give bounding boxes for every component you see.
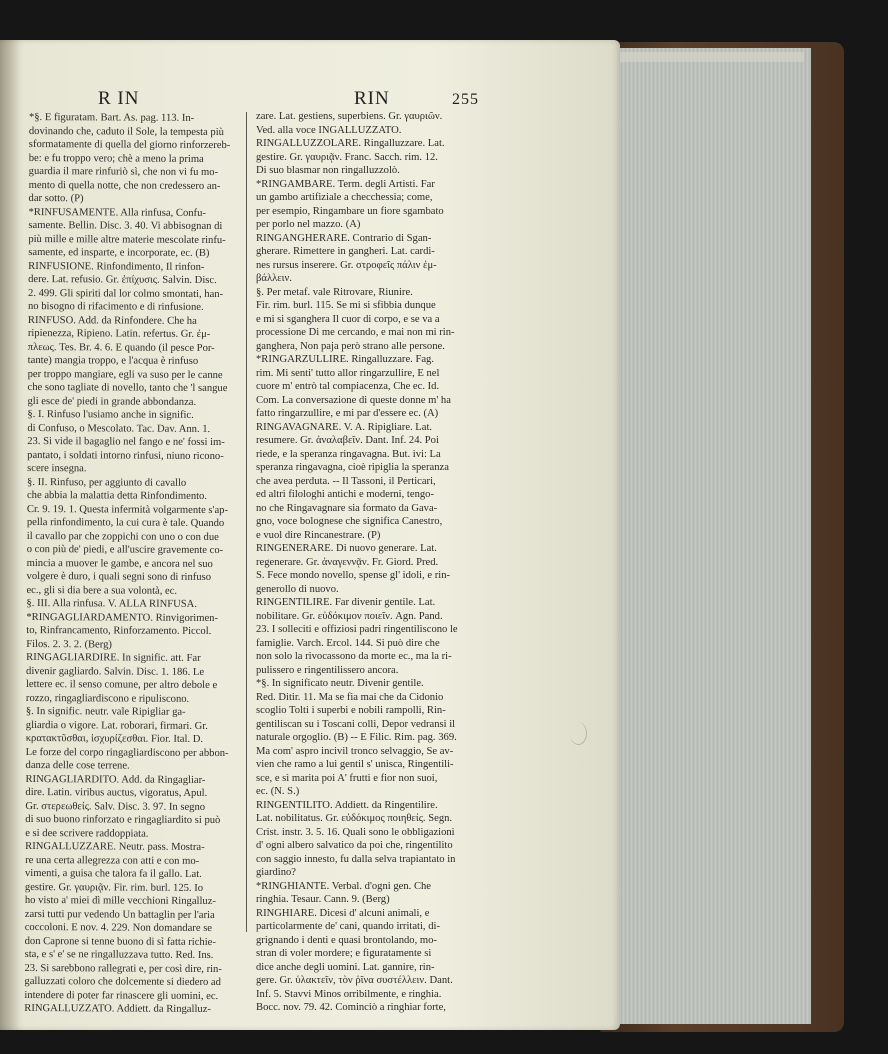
text-line: galluzzati coloro che dolcemente si diedero ad xyxy=(24,975,221,989)
text-line: per troppo mangiare, egli va suso per le canne xyxy=(27,368,223,381)
text-line: Le forze del corpo ringagliardiscono per abbon- xyxy=(25,746,229,759)
text-line: no bisogno di rifacimento e di rinfusione. xyxy=(27,300,204,313)
text-line: di Confuso, o Mescolato. Tac. Dav. Ann. 1. xyxy=(27,422,211,435)
page-edges xyxy=(604,48,811,1024)
text-line: e si dee scrivere raddoppiata. xyxy=(25,827,149,840)
text-line: Cr. 9. 19. 1. Questa infermità volgarmente s'ap- xyxy=(26,503,229,516)
column-divider xyxy=(246,112,247,932)
text-line: *§. In significato neutr. Divenir gentile. xyxy=(256,678,424,689)
text-line: RINGALLUZZOLARE. Ringalluzzare. Lat. xyxy=(256,138,445,149)
text-line: RINGANGHERARE. Contrario di Sgan- xyxy=(256,232,432,244)
text-line: pulissero e ringentilissero ancora. xyxy=(256,664,399,676)
text-line: rozzo, ringagliardiscono e ripuliscono. xyxy=(25,692,190,705)
text-line: *§. E figuratam. Bart. As. pag. 113. In- xyxy=(28,111,195,124)
text-line: don Caprone si tenne buono di sì fatta richie- xyxy=(24,935,216,948)
text-line: nes rursus inserere. Gr. στροφεῖς πάλιν ἐμ- xyxy=(256,259,437,271)
text-line: e vuol dire Rincanestrare. (P) xyxy=(256,529,381,541)
text-line: dire. Latin. viribus auctus, vigoratus, Apul. xyxy=(25,786,208,799)
text-line: di suo buono rinforzato e ringagliardito si può xyxy=(25,813,221,827)
text-line: processione Di me cercando, e mai non mi rin- xyxy=(256,327,455,338)
text-line: che abbia la malattia detta Rinfondimento. xyxy=(26,489,208,502)
text-line: per porlo nel mazzo. (A) xyxy=(256,219,361,230)
text-line: RINGALLUZZATO. Addiett. da Ringalluz- xyxy=(24,1002,211,1015)
text-line: §. Per metaf. vale Ritrovare, Riunire. xyxy=(256,286,413,298)
text-line: divenir gagliardo. Salvin. Disc. 1. 186. Le xyxy=(26,665,205,678)
text-line: volgere è duro, i quali segni sono di rinfuso xyxy=(26,570,212,583)
text-line: Bocc. nov. 79. 42. Cominciò a ringhiar forte, xyxy=(256,1002,446,1013)
text-line: riede, e la speranza ringavagna. But. ivi: La xyxy=(256,448,441,460)
text-line: S. Fece mondo novello, spense gl' idoli, e rin- xyxy=(256,570,451,581)
text-line: samente, ed insparte, e incorporate, ec. (B) xyxy=(28,246,210,259)
text-line: Ved. alla voce INGALLUZZATO. xyxy=(256,124,402,136)
text-line: scoglio Tolti i superbi e nobili rampolli, Rin- xyxy=(256,705,446,716)
text-line: 23. Si vide il bagaglio nel fango e ne' fossi im- xyxy=(27,435,225,449)
text-line: che avea perduta. -- Il Tassoni, il Perticari, xyxy=(256,475,436,487)
text-line: naturale orgoglio. (B) -- E Filic. Rim. pag. 369. xyxy=(256,732,457,743)
text-line: RINGENERARE. Di nuovo generare. Lat. xyxy=(256,543,437,554)
text-line: pantato, i soldati intorno rinfusi, niuno ricono- xyxy=(27,449,224,462)
page-number: 255 xyxy=(452,91,479,108)
text-line: e mi si sganghera Il cuor di corpo, e se va a xyxy=(256,313,440,325)
text-line: RINGENTILITO. Addiett. da Ringentilire. xyxy=(256,799,438,811)
text-line: 23. I solleciti e offiziosi padri ringentiliscono le xyxy=(256,624,458,635)
text-line: particolarmente de' cani, quando irritati, di- xyxy=(256,921,440,932)
text-line: dovinando che, caduto il Sole, la tempesta più xyxy=(28,125,224,138)
text-line: sta, e s' e' se ne ringalluzzava tutto. Red. Ins. xyxy=(24,948,214,961)
text-line: RINGAVAGNARE. V. A. Ripigliare. Lat. xyxy=(256,421,433,433)
text-line: Com. La conversazione di queste donne m' ha xyxy=(256,394,451,406)
text-line: Filos. 2. 3. 2. (Berg) xyxy=(26,638,112,650)
text-line: §. I. Rinfuso l'usiamo anche in signific. xyxy=(27,408,194,421)
text-line: κρατακτῦσθαι, ἰσχυρίζεσθαι. Fior. Ital. D. xyxy=(25,732,204,745)
text-line: sformatamente di quella del giorno rinforzereb- xyxy=(28,138,231,152)
text-line: zarsi tutti pur vedendo Un battaglin per l'aria xyxy=(24,908,215,921)
text-line: ec., gli si dia bere a sua volontà, ec. xyxy=(26,584,178,597)
text-line: vimenti, a guisa che talora fa il gallo. Lat. xyxy=(24,867,202,880)
text-line: dere. Lat. refusio. Gr. ἐπίχυσις. Salvin. Disc. xyxy=(28,273,217,286)
text-line: Crist. instr. 3. 5. 16. Quali sono le obbligazioni xyxy=(256,826,455,838)
text-line: Fir. rim. burl. 115. Se mi si sfibbia dunque xyxy=(256,300,436,311)
text-line: o con più de' piedi, e all'uscire gravemente co- xyxy=(26,543,224,557)
text-line: mento di quella notte, che non credessero an- xyxy=(28,179,221,192)
text-line: gestire. Gr. γαυριᾷν. Fir. rim. burl. 125. Io xyxy=(24,881,204,894)
text-line: to, Rinfrancamento, Rinforzamento. Piccol. xyxy=(26,624,212,637)
text-line: zare. Lat. gestiens, superbiens. Gr. γαυριῶν. xyxy=(256,111,443,122)
text-line: RINGHIARE. Dicesi d' alcuni animali, e xyxy=(256,907,430,919)
text-line: gno, voce bolognese che significa Canestro, xyxy=(256,516,443,527)
text-line: lettere ec. il senso comune, per altro debole e xyxy=(25,678,218,691)
text-line: βάλλειν. xyxy=(256,273,292,284)
text-line: intendere di poter far rinascere gli uomini, ec. xyxy=(24,989,219,1002)
text-line: RINGAGLIARDIRE. In signific. att. Far xyxy=(26,651,201,664)
text-line: famiglie. Varch. Ercol. 144. Si può dire che xyxy=(256,637,440,649)
text-line: pella rinfondimento, la cui cura è tale. Quando xyxy=(26,516,225,530)
text-line: no che Ringavagnare sia formato da Gava- xyxy=(256,502,438,514)
text-line: ripienezza, Ripieno. Latin. refertus. Gr. ἐμ- xyxy=(27,327,211,340)
text-line: *RINFUSAMENTE. Alla rinfusa, Confu- xyxy=(28,206,206,219)
text-line: scere insegna. xyxy=(27,462,87,475)
text-line: RINGAGLIARDITO. Add. da Ringagliar- xyxy=(25,773,206,786)
margin-mark xyxy=(570,722,587,745)
text-line: Ma com' aspro incivil tronco selvaggio, Se av- xyxy=(256,745,454,757)
left-column xyxy=(24,111,241,1017)
text-line: danza delle cose terrene. xyxy=(25,759,130,772)
text-line: RINFUSO. Add. da Rinfondere. Che ha xyxy=(27,314,197,327)
gutter-shadow xyxy=(0,40,20,1030)
text-line: fatto ringarzullire, e mi par d'essere ec. (A) xyxy=(256,408,439,419)
page-edges-top xyxy=(612,52,804,62)
text-line: resumere. Gr. ἀναλαβεῖν. Dant. Inf. 24. Poi xyxy=(256,435,439,446)
text-line: ringhia. Tesaur. Cann. 9. (Berg) xyxy=(256,894,390,905)
text-line: §. III. Alla rinfusa. V. ALLA RINFUSA. xyxy=(26,597,198,610)
text-line: samente. Bellin. Disc. 3. 40. Vi abbisognan di xyxy=(28,219,223,233)
text-line: Red. Ditir. 11. Ma se fia mai che da Cidonio xyxy=(256,691,444,703)
text-line: 23. Si sarebbono rallegrati e, per così dire, rin- xyxy=(24,962,222,975)
text-line: gere. Gr. ὑλακτεῖν, τὸν ῥῖνα συστέλλειν. Dant. xyxy=(256,975,453,986)
text-line: speranza ringavagna, cioè ripiglia la speranza xyxy=(256,462,449,473)
text-line: vien che ramo a lui gentil s' unisca, Ringentili- xyxy=(256,759,454,770)
text-line: ed altri filologhi antichi e moderni, tengo- xyxy=(256,489,434,500)
text-line: coccoloni. E nov. 4. 229. Non domandare se xyxy=(24,921,213,934)
running-head-right: RIN xyxy=(354,88,390,109)
text-line: §. In signific. neutr. vale Ripigliar ga- xyxy=(25,705,186,718)
text-line: rim. Mi senti' tutto allor ringarzullire, E nel xyxy=(256,367,440,379)
text-line: ganghera, Non paja però strano alle persone. xyxy=(256,340,445,352)
text-line: gliardia o vigore. Lat. roborari, firmari. Gr. xyxy=(25,719,208,732)
text-line: più mille e mille altre materie mescolate rinfu- xyxy=(28,233,226,246)
text-line: re una certa allegrezza con atti e con mo- xyxy=(25,854,200,867)
text-line: non solo la rivocassono da morte ec., ma la ri- xyxy=(256,651,452,662)
text-line: regenerare. Gr. ἀναγεννᾷν. Fr. Giord. Pred. xyxy=(256,556,439,568)
text-line: il cavallo par che zoppichi con uno o con due xyxy=(26,530,219,543)
text-line: ec. (N. S.) xyxy=(256,786,300,797)
text-line: un gambo artifiziale a checchessia; come, xyxy=(256,192,433,203)
text-line: giardino? xyxy=(256,867,297,878)
text-line: guardia il mare rinfuriò sì, che non vi fu mo- xyxy=(28,165,219,178)
text-line: gli esce de' piedi in grande abbondanza. xyxy=(27,395,197,408)
text-line: Lat. nobilitatus. Gr. εὐδόκιμος ποιηθείς. Segn. xyxy=(256,813,453,824)
text-line: dice anche degli uomini. Lat. gannire, rin- xyxy=(256,961,435,973)
text-line: dar sotto. (P) xyxy=(28,192,84,205)
text-line: be: e fu troppo vero; chè a meno la prima xyxy=(28,152,204,165)
text-line: *RINGHIANTE. Verbal. d'ogni gen. Che xyxy=(256,880,432,892)
text-line: nobilitare. Gr. εὐδόκιμον ποιεῖν. Agn. Pand. xyxy=(256,610,443,622)
text-line: sce, e sì marita poi A' frutti e fior non suoi, xyxy=(256,772,438,784)
text-line: πλεως. Tes. Br. 4. 6. E quando (il pesce Por- xyxy=(27,341,215,354)
text-line: 2. 499. Gli spiriti dal lor colmo smontati, han- xyxy=(28,287,224,300)
text-line: RINFUSIONE. Rinfondimento, Il rinfon- xyxy=(28,260,205,273)
text-line: *RINGAGLIARDAMENTO. Rinvigorimen- xyxy=(26,611,219,624)
text-line: cuore m' entrò tal compiacenza, Che ec. Id. xyxy=(256,381,440,392)
text-line: gestire. Gr. γαυριᾷν. Franc. Sacch. rim. 12. xyxy=(256,151,438,163)
text-line: generollo di nuovo. xyxy=(256,583,339,595)
text-line: Gr. στερεωθείς. Salv. Disc. 3. 97. In segno xyxy=(25,800,206,813)
text-line: Di suo blasmar non ringalluzzolò. xyxy=(256,165,400,176)
text-line: *RINGAMBARE. Term. degli Artisti. Far xyxy=(256,178,435,190)
text-line: che sono tagliate di novello, tanto che 'l sangue xyxy=(27,381,228,395)
right-column xyxy=(256,110,482,1015)
text-line: d' ogni albero salvatico da poi che, ringentilito xyxy=(256,840,453,851)
text-line: RINGENTILIRE. Far divenir gentile. Lat. xyxy=(256,597,436,608)
text-line: con saggio innesto, fu dalla selva trapiantato in xyxy=(256,853,456,865)
text-line: RINGALLUZZARE. Neutr. pass. Mostra- xyxy=(25,840,205,853)
text-line: §. II. Rinfuso, per aggiunto di cavallo xyxy=(27,476,187,489)
text-line: mincia a muover le gambe, e ancora nel suo xyxy=(26,557,213,570)
text-line: grignando i denti e quasi brontolando, mo- xyxy=(256,934,437,946)
text-line: gherare. Rimettere in gangheri. Lat. cardi- xyxy=(256,246,435,257)
text-line: gentiliscan su i Toscani colli, Depor vedransi il xyxy=(256,718,456,730)
text-line: Inf. 5. Stavvi Minos orribilmente, e ringhia. xyxy=(256,988,442,1000)
text-line: per esempio, Ringambare un fiore sgambato xyxy=(256,205,444,217)
text-line: *RINGARZULLIRE. Ringalluzzare. Fag. xyxy=(256,354,434,365)
text-line: stran di voler mordere; e figuratamente si xyxy=(256,948,432,959)
running-head-left: R IN xyxy=(98,88,140,109)
text-line: tante) mangia troppo, e l'acqua è rinfuso xyxy=(27,354,199,367)
text-line: ho visto a' miei dì mille vecchioni Ringalluz- xyxy=(24,894,216,907)
